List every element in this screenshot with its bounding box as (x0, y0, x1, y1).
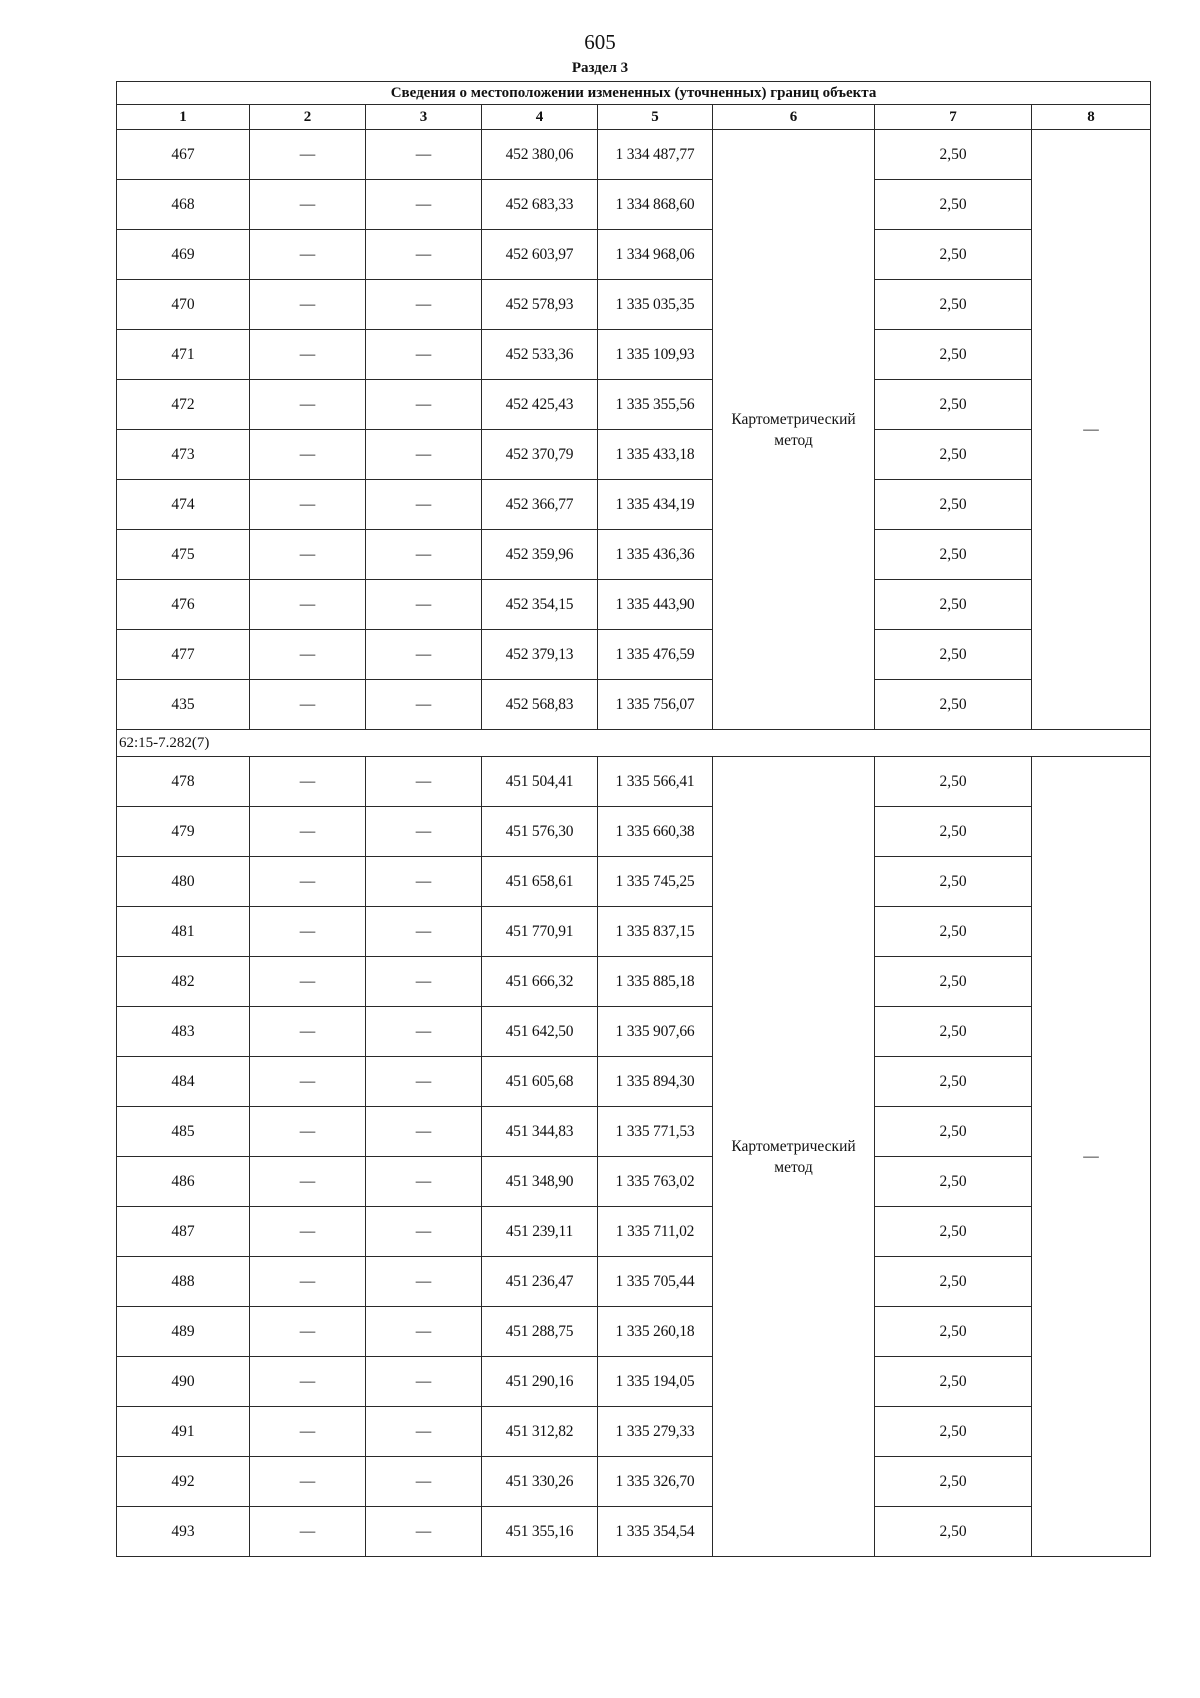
x-coordinate: 451 312,82 (482, 1407, 598, 1457)
column-3-value: — (366, 380, 482, 430)
column-3-value: — (366, 480, 482, 530)
column-header: 3 (366, 105, 482, 130)
column-8-value: — (1032, 130, 1151, 730)
accuracy-value: 2,50 (875, 807, 1032, 857)
column-3-value: — (366, 1457, 482, 1507)
table-row (117, 330, 1151, 380)
x-coordinate: 451 288,75 (482, 1307, 598, 1357)
table-row (117, 280, 1151, 330)
column-header: 5 (598, 105, 713, 130)
x-coordinate: 452 425,43 (482, 380, 598, 430)
accuracy-value: 2,50 (875, 1057, 1032, 1107)
y-coordinate: 1 335 433,18 (598, 430, 713, 480)
table-row (117, 130, 1151, 180)
point-number: 474 (117, 480, 250, 530)
x-coordinate: 452 568,83 (482, 680, 598, 730)
column-3-value: — (366, 130, 482, 180)
y-coordinate: 1 335 705,44 (598, 1257, 713, 1307)
accuracy-value: 2,50 (875, 1157, 1032, 1207)
table-row (117, 1257, 1151, 1307)
x-coordinate: 452 533,36 (482, 330, 598, 380)
accuracy-value: 2,50 (875, 957, 1032, 1007)
point-number: 492 (117, 1457, 250, 1507)
y-coordinate: 1 335 660,38 (598, 807, 713, 857)
table-caption: Сведения о местоположении измененных (уточненных) границ объекта (117, 82, 1151, 105)
column-2-value: — (250, 1457, 366, 1507)
column-header: 2 (250, 105, 366, 130)
determination-method: Картометрический метод (713, 130, 875, 730)
y-coordinate: 1 335 354,54 (598, 1507, 713, 1557)
accuracy-value: 2,50 (875, 630, 1032, 680)
x-coordinate: 452 379,13 (482, 630, 598, 680)
accuracy-value: 2,50 (875, 380, 1032, 430)
column-2-value: — (250, 1207, 366, 1257)
column-2-value: — (250, 1257, 366, 1307)
column-2-value: — (250, 907, 366, 957)
boundary-coordinates-table (116, 81, 1151, 1557)
accuracy-value: 2,50 (875, 680, 1032, 730)
y-coordinate: 1 335 260,18 (598, 1307, 713, 1357)
table-row (117, 907, 1151, 957)
column-2-value: — (250, 1007, 366, 1057)
y-coordinate: 1 334 487,77 (598, 130, 713, 180)
x-coordinate: 451 658,61 (482, 857, 598, 907)
x-coordinate: 451 236,47 (482, 1257, 598, 1307)
y-coordinate: 1 335 763,02 (598, 1157, 713, 1207)
column-2-value: — (250, 1057, 366, 1107)
accuracy-value: 2,50 (875, 1207, 1032, 1257)
y-coordinate: 1 335 436,36 (598, 530, 713, 580)
y-coordinate: 1 335 771,53 (598, 1107, 713, 1157)
table-row (117, 580, 1151, 630)
column-3-value: — (366, 580, 482, 630)
x-coordinate: 451 642,50 (482, 1007, 598, 1057)
table-row (117, 1207, 1151, 1257)
y-coordinate: 1 335 566,41 (598, 757, 713, 807)
point-number: 468 (117, 180, 250, 230)
y-coordinate: 1 335 476,59 (598, 630, 713, 680)
accuracy-value: 2,50 (875, 430, 1032, 480)
x-coordinate: 451 666,32 (482, 957, 598, 1007)
accuracy-value: 2,50 (875, 530, 1032, 580)
x-coordinate: 452 359,96 (482, 530, 598, 580)
point-number: 471 (117, 330, 250, 380)
y-coordinate: 1 335 326,70 (598, 1457, 713, 1507)
table-row (117, 857, 1151, 907)
table-row (117, 1007, 1151, 1057)
point-number: 469 (117, 230, 250, 280)
column-2-value: — (250, 680, 366, 730)
point-number: 485 (117, 1107, 250, 1157)
column-3-value: — (366, 1507, 482, 1557)
table-row (117, 1307, 1151, 1357)
point-number: 488 (117, 1257, 250, 1307)
column-3-value: — (366, 280, 482, 330)
table-row (117, 957, 1151, 1007)
accuracy-value: 2,50 (875, 330, 1032, 380)
column-3-value: — (366, 530, 482, 580)
accuracy-value: 2,50 (875, 1357, 1032, 1407)
table-row (117, 680, 1151, 730)
table-row (117, 180, 1151, 230)
column-2-value: — (250, 857, 366, 907)
y-coordinate: 1 335 194,05 (598, 1357, 713, 1407)
point-number: 472 (117, 380, 250, 430)
column-3-value: — (366, 230, 482, 280)
column-2-value: — (250, 630, 366, 680)
accuracy-value: 2,50 (875, 1407, 1032, 1457)
point-number: 470 (117, 280, 250, 330)
point-number: 475 (117, 530, 250, 580)
group-label: 62:15-7.282(7) (117, 730, 1151, 757)
y-coordinate: 1 335 711,02 (598, 1207, 713, 1257)
x-coordinate: 452 354,15 (482, 580, 598, 630)
column-2-value: — (250, 430, 366, 480)
determination-method: Картометрический метод (713, 757, 875, 1557)
column-3-value: — (366, 807, 482, 857)
column-2-value: — (250, 1357, 366, 1407)
column-3-value: — (366, 430, 482, 480)
column-header: 4 (482, 105, 598, 130)
y-coordinate: 1 335 109,93 (598, 330, 713, 380)
column-3-value: — (366, 630, 482, 680)
column-3-value: — (366, 680, 482, 730)
point-number: 480 (117, 857, 250, 907)
y-coordinate: 1 335 756,07 (598, 680, 713, 730)
point-number: 477 (117, 630, 250, 680)
x-coordinate: 451 239,11 (482, 1207, 598, 1257)
column-2-value: — (250, 180, 366, 230)
point-number: 483 (117, 1007, 250, 1057)
column-2-value: — (250, 580, 366, 630)
table-row (117, 630, 1151, 680)
column-3-value: — (366, 1307, 482, 1357)
column-2-value: — (250, 957, 366, 1007)
x-coordinate: 451 576,30 (482, 807, 598, 857)
y-coordinate: 1 334 968,06 (598, 230, 713, 280)
x-coordinate: 451 330,26 (482, 1457, 598, 1507)
accuracy-value: 2,50 (875, 1507, 1032, 1557)
point-number: 482 (117, 957, 250, 1007)
point-number: 481 (117, 907, 250, 957)
table-row (117, 380, 1151, 430)
y-coordinate: 1 335 837,15 (598, 907, 713, 957)
point-number: 486 (117, 1157, 250, 1207)
column-3-value: — (366, 330, 482, 380)
accuracy-value: 2,50 (875, 757, 1032, 807)
accuracy-value: 2,50 (875, 1257, 1032, 1307)
column-2-value: — (250, 530, 366, 580)
y-coordinate: 1 335 907,66 (598, 1007, 713, 1057)
x-coordinate: 452 603,97 (482, 230, 598, 280)
y-coordinate: 1 335 279,33 (598, 1407, 713, 1457)
y-coordinate: 1 335 885,18 (598, 957, 713, 1007)
y-coordinate: 1 335 035,35 (598, 280, 713, 330)
table-row (117, 1157, 1151, 1207)
accuracy-value: 2,50 (875, 1457, 1032, 1507)
column-header: 8 (1032, 105, 1151, 130)
point-number: 435 (117, 680, 250, 730)
point-number: 473 (117, 430, 250, 480)
accuracy-value: 2,50 (875, 130, 1032, 180)
x-coordinate: 451 605,68 (482, 1057, 598, 1107)
column-3-value: — (366, 1257, 482, 1307)
point-number: 478 (117, 757, 250, 807)
section-title: Раздел 3 (571, 60, 629, 76)
x-coordinate: 451 348,90 (482, 1157, 598, 1207)
x-coordinate: 452 370,79 (482, 430, 598, 480)
accuracy-value: 2,50 (875, 907, 1032, 957)
table-row (117, 1457, 1151, 1507)
accuracy-value: 2,50 (875, 580, 1032, 630)
y-coordinate: 1 335 745,25 (598, 857, 713, 907)
y-coordinate: 1 335 434,19 (598, 480, 713, 530)
column-3-value: — (366, 1157, 482, 1207)
column-3-value: — (366, 957, 482, 1007)
column-2-value: — (250, 1157, 366, 1207)
column-3-value: — (366, 857, 482, 907)
column-header-row (117, 105, 1151, 130)
column-header: 1 (117, 105, 250, 130)
table-row (117, 807, 1151, 857)
y-coordinate: 1 335 355,56 (598, 380, 713, 430)
column-3-value: — (366, 757, 482, 807)
column-3-value: — (366, 1007, 482, 1057)
point-number: 491 (117, 1407, 250, 1457)
accuracy-value: 2,50 (875, 280, 1032, 330)
x-coordinate: 451 504,41 (482, 757, 598, 807)
point-number: 487 (117, 1207, 250, 1257)
column-3-value: — (366, 1207, 482, 1257)
accuracy-value: 2,50 (875, 1007, 1032, 1057)
table-row (117, 1357, 1151, 1407)
accuracy-value: 2,50 (875, 1307, 1032, 1357)
column-2-value: — (250, 380, 366, 430)
column-2-value: — (250, 280, 366, 330)
table-row (117, 230, 1151, 280)
accuracy-value: 2,50 (875, 480, 1032, 530)
accuracy-value: 2,50 (875, 230, 1032, 280)
accuracy-value: 2,50 (875, 857, 1032, 907)
column-2-value: — (250, 1407, 366, 1457)
column-2-value: — (250, 230, 366, 280)
table-row (117, 1107, 1151, 1157)
column-3-value: — (366, 907, 482, 957)
column-3-value: — (366, 180, 482, 230)
column-2-value: — (250, 807, 366, 857)
y-coordinate: 1 335 894,30 (598, 1057, 713, 1107)
page-number: 605 (584, 30, 616, 54)
table-row (117, 480, 1151, 530)
point-number: 476 (117, 580, 250, 630)
column-2-value: — (250, 757, 366, 807)
column-8-value: — (1032, 757, 1151, 1557)
column-3-value: — (366, 1107, 482, 1157)
point-number: 479 (117, 807, 250, 857)
x-coordinate: 452 578,93 (482, 280, 598, 330)
y-coordinate: 1 334 868,60 (598, 180, 713, 230)
accuracy-value: 2,50 (875, 180, 1032, 230)
point-number: 489 (117, 1307, 250, 1357)
column-header: 6 (713, 105, 875, 130)
table-row (117, 530, 1151, 580)
x-coordinate: 451 355,16 (482, 1507, 598, 1557)
point-number: 490 (117, 1357, 250, 1407)
column-2-value: — (250, 330, 366, 380)
table-caption-row (117, 82, 1151, 105)
column-header: 7 (875, 105, 1032, 130)
point-number: 493 (117, 1507, 250, 1557)
column-3-value: — (366, 1407, 482, 1457)
column-2-value: — (250, 1307, 366, 1357)
x-coordinate: 451 770,91 (482, 907, 598, 957)
x-coordinate: 451 290,16 (482, 1357, 598, 1407)
point-number: 467 (117, 130, 250, 180)
x-coordinate: 452 380,06 (482, 130, 598, 180)
column-2-value: — (250, 1107, 366, 1157)
column-2-value: — (250, 480, 366, 530)
point-number: 484 (117, 1057, 250, 1107)
x-coordinate: 451 344,83 (482, 1107, 598, 1157)
column-2-value: — (250, 130, 366, 180)
table-row (117, 1057, 1151, 1107)
y-coordinate: 1 335 443,90 (598, 580, 713, 630)
table-row (117, 1407, 1151, 1457)
column-3-value: — (366, 1357, 482, 1407)
group-label-row (117, 730, 1151, 757)
accuracy-value: 2,50 (875, 1107, 1032, 1157)
column-2-value: — (250, 1507, 366, 1557)
x-coordinate: 452 366,77 (482, 480, 598, 530)
table-row (117, 1507, 1151, 1557)
table-row (117, 430, 1151, 480)
table-row (117, 757, 1151, 807)
column-3-value: — (366, 1057, 482, 1107)
x-coordinate: 452 683,33 (482, 180, 598, 230)
